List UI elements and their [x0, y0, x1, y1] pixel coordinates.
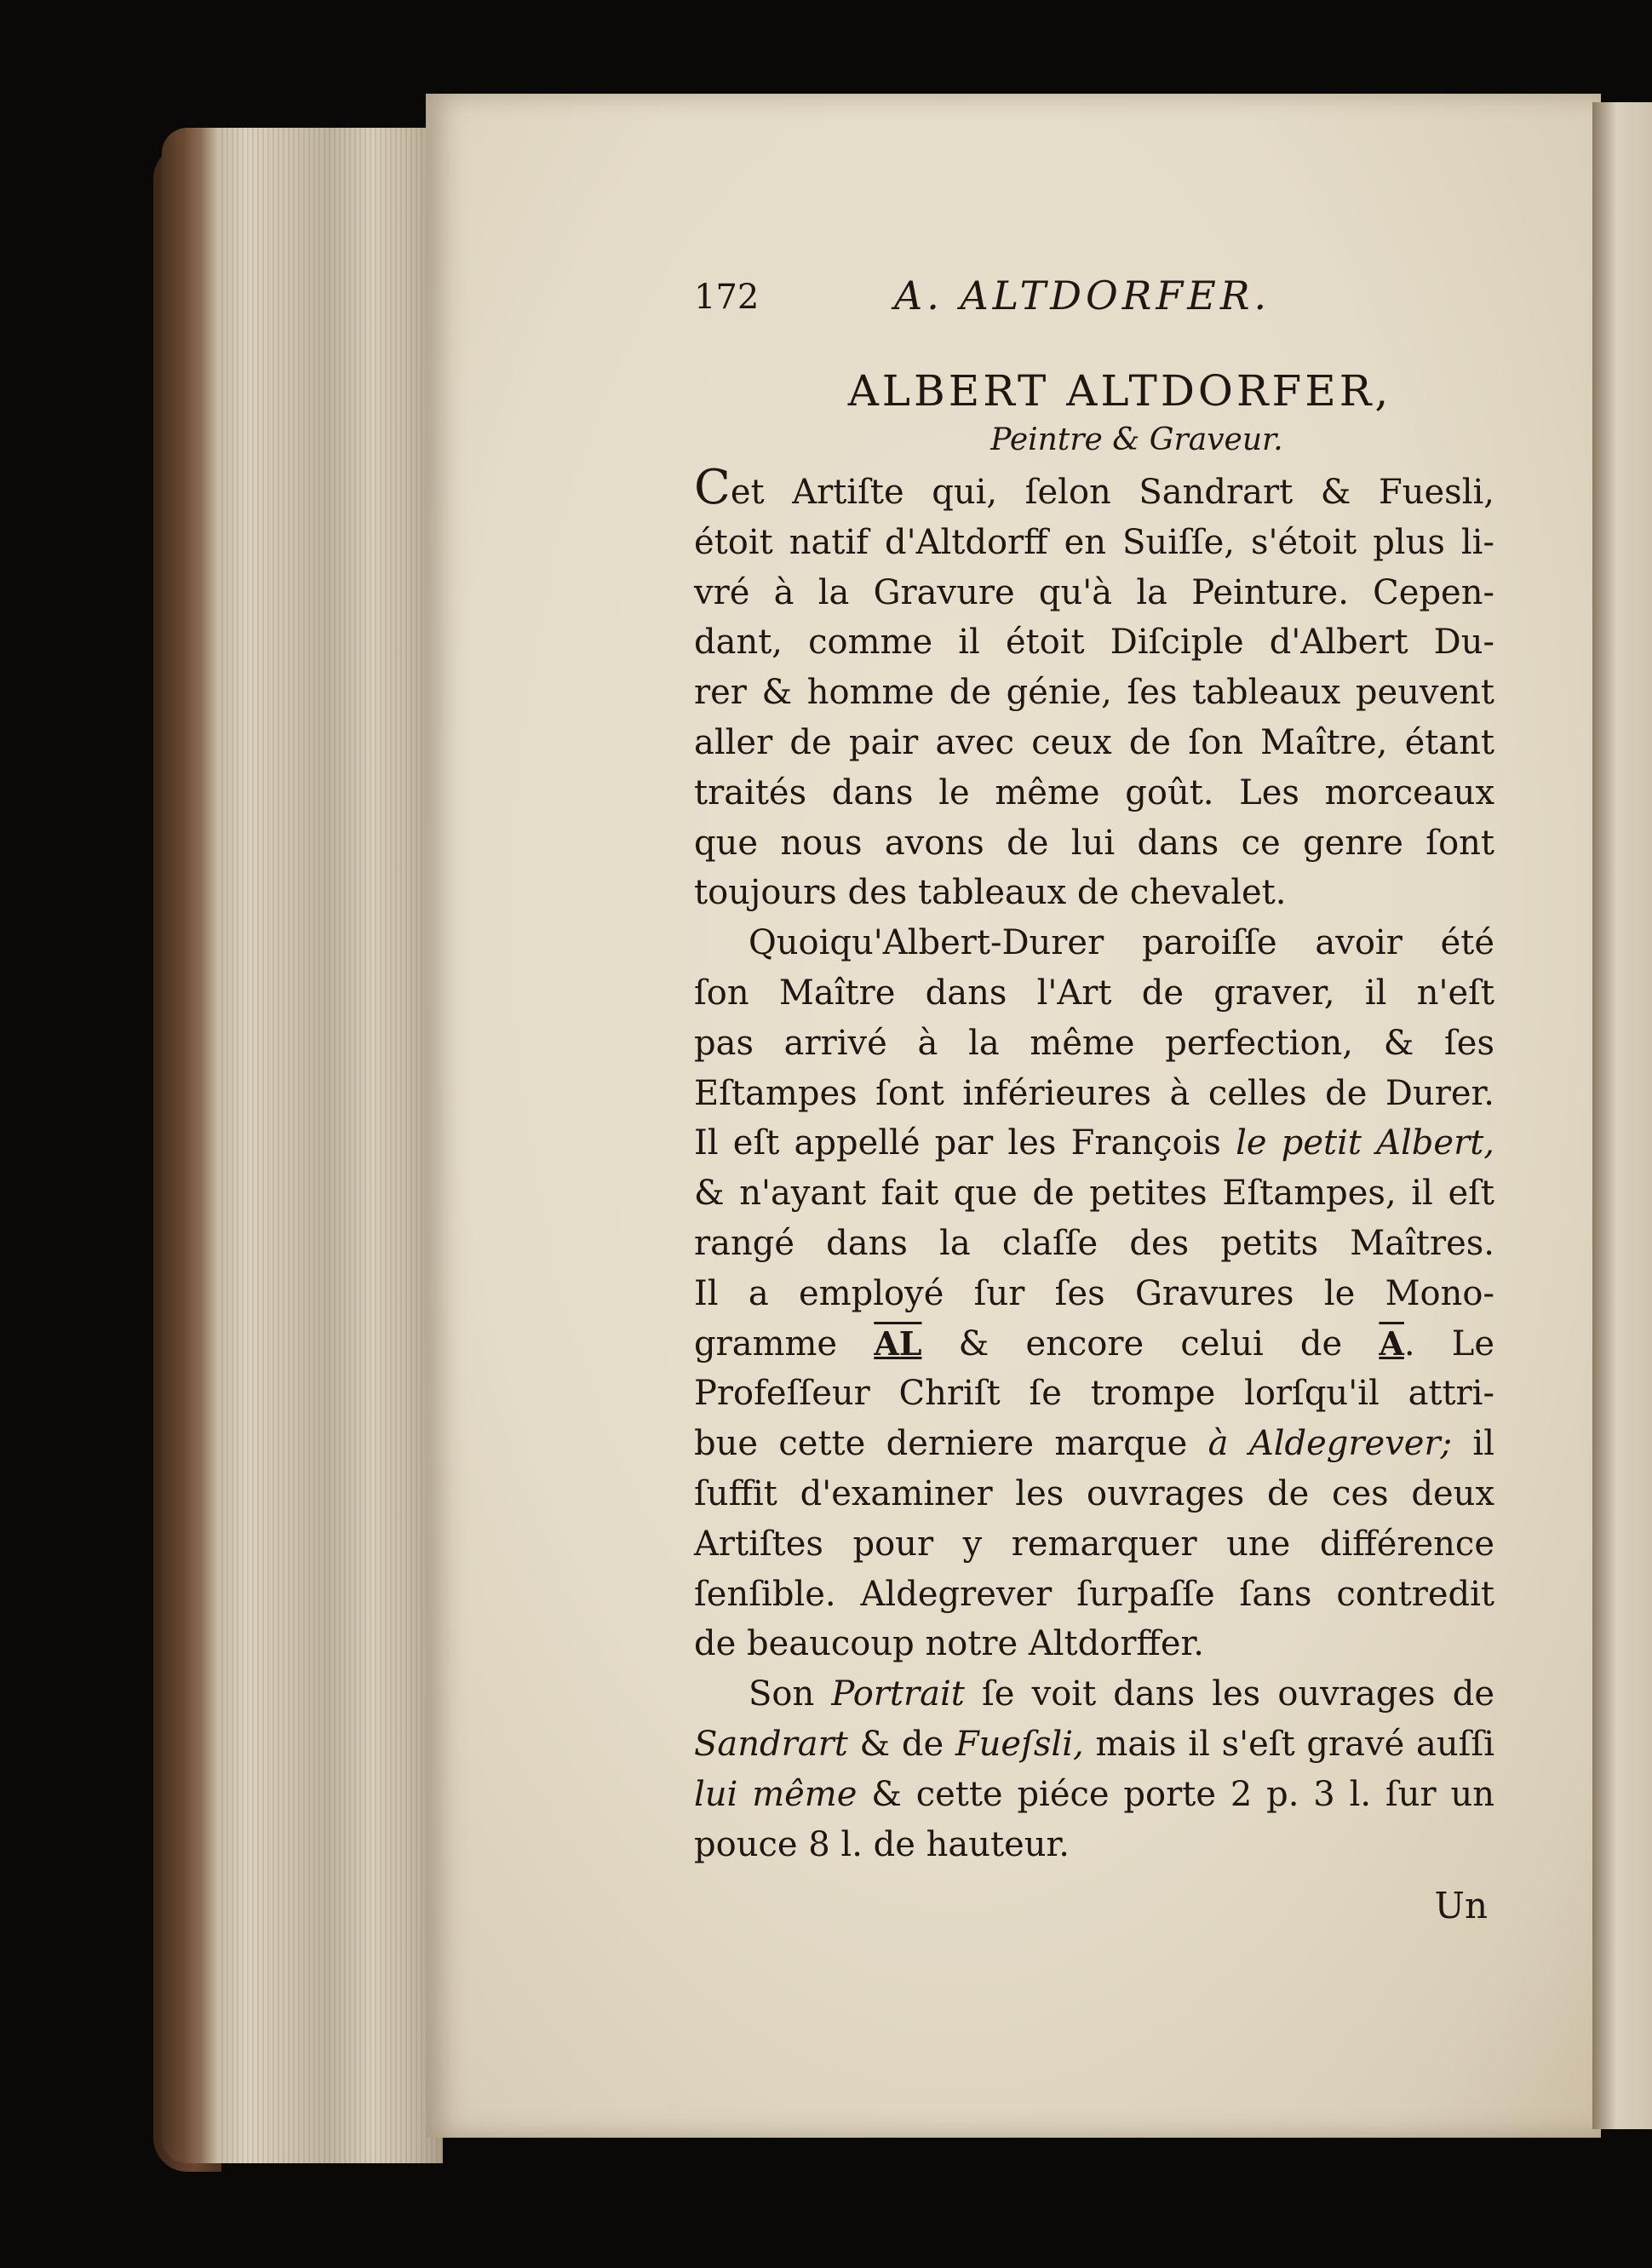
text-line: ſuffit d'examiner les ouvrages de ces deux	[694, 1473, 1494, 1513]
text-line: Cet Artiſte qui, ſelon Sandrart & Fuesli,	[694, 460, 1494, 515]
paragraph-3	[694, 1669, 1494, 1869]
catchword: Un	[1434, 1885, 1488, 1927]
text-line: étoit natif d'Altdorff en Suiſſe, s'étoit plus li-	[694, 522, 1494, 562]
text-line: traités dans le même goût. Les morceaux	[694, 772, 1494, 812]
text-line: que nous avons de lui dans ce genre ſont	[694, 823, 1494, 863]
drop-cap: C	[694, 460, 731, 515]
text-line: toujours des tableaux de chevalet.	[694, 873, 1287, 913]
text-line: ſenſible. Aldegrever ſurpaſſe ſans contredit	[694, 1574, 1494, 1614]
monogram-1-icon: AL	[874, 1323, 922, 1363]
text-line: lui même & cette piéce porte 2 p. 3 l. ſur un	[694, 1774, 1494, 1814]
page-edges	[162, 128, 443, 2163]
text-line: gramme AL & encore celui de A. Le	[694, 1319, 1494, 1369]
text-line: Eſtampes ſont inférieures à celles de Durer.	[694, 1073, 1494, 1113]
chapter-title: ALBERT ALTDORFER,	[847, 366, 1392, 416]
paragraph-1	[694, 460, 1494, 918]
text-line: de beaucoup notre Altdorffer.	[694, 1624, 1204, 1664]
paragraph-2	[694, 918, 1494, 1669]
text-line: rer & homme de génie, ſes tableaux peuvent	[694, 673, 1494, 713]
text-line: Il eſt appellé par les François le petit Albert,	[694, 1123, 1494, 1163]
text-line: Quoiqu'Albert-Durer paroiſſe avoir été	[749, 923, 1494, 963]
page-number: 172	[694, 278, 760, 317]
running-head	[694, 273, 1494, 324]
page-content	[694, 273, 1494, 1926]
text-line: bue cette derniere marque à Aldegrever; il	[694, 1424, 1494, 1464]
text-line: aller de pair avec ceux de ſon Maître, étant	[694, 722, 1494, 762]
text-line: dant, comme il étoit Diſciple d'Albert Du-	[694, 623, 1494, 663]
text-line: vré à la Gravure qu'à la Peinture. Cepen-	[694, 572, 1494, 612]
body-text	[694, 460, 1494, 1869]
text-line: pas arrivé à la même perfection, & ſes	[694, 1023, 1494, 1063]
running-head-title: A. ALTDORFER.	[894, 273, 1271, 319]
chapter-subtitle: Peintre & Graveur.	[990, 422, 1283, 457]
text-line: Son Portrait ſe voit dans les ouvrages de	[749, 1674, 1494, 1714]
facing-page-edge	[1592, 102, 1652, 2129]
text-line: Sandrart & de Fueſsli, mais il s'eſt gravé auſſi	[694, 1724, 1494, 1764]
text-line: Il a employé ſur ſes Gravures le Mono-	[694, 1273, 1494, 1313]
text-line: rangé dans la claſſe des petits Maîtres.	[694, 1223, 1494, 1263]
text-line: & n'ayant fait que de petites Eſtampes, il eſt	[694, 1174, 1494, 1214]
monogram-2-icon: A	[1379, 1323, 1404, 1363]
text-line: Artiſtes pour y remarquer une différence	[694, 1524, 1494, 1564]
text-line: ſon Maître dans l'Art de graver, il n'eſt	[694, 973, 1494, 1013]
text-line: Profeſſeur Chriſt ſe trompe lorſqu'il attri-	[694, 1374, 1494, 1414]
text-line: pouce 8 l. de hauteur.	[694, 1824, 1070, 1864]
